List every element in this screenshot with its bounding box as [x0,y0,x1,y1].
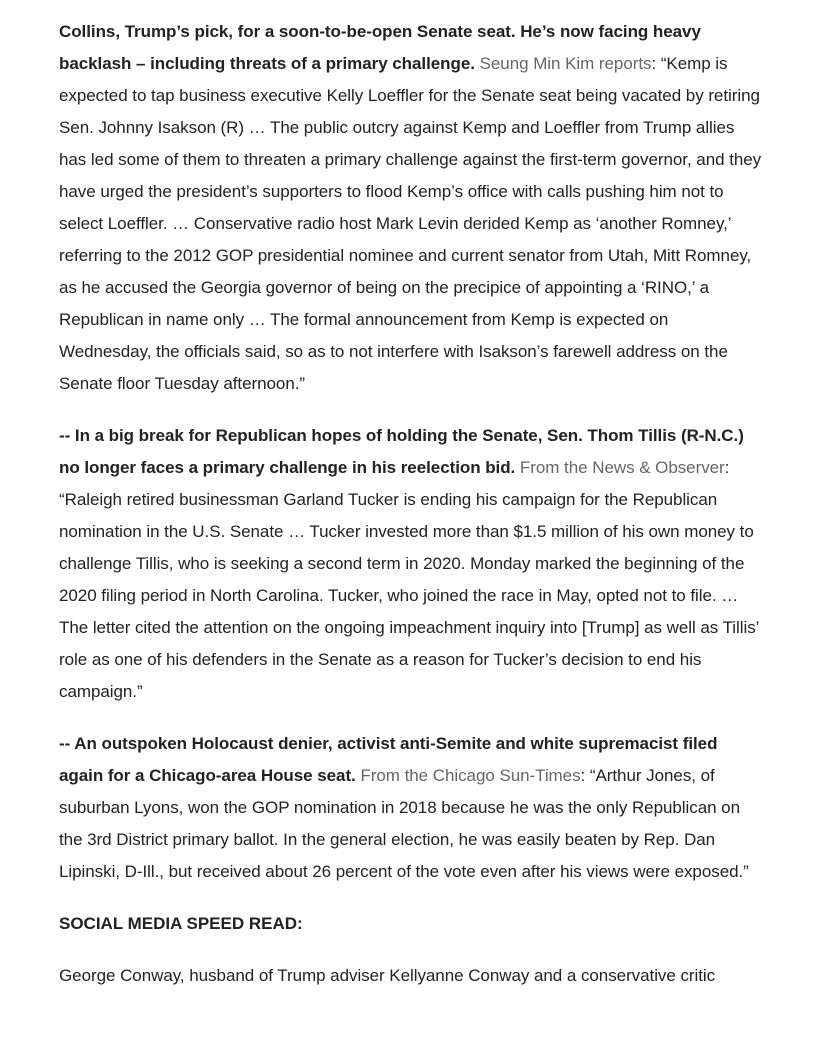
story-body: : “Raleigh retired businessman Garland Tucker is ending his campaign for the Republican nomination in the U.S. Senate … Tucker invested more than $1.5 million of his own money to challenge Tillis, who is seeking a second term in 2020. Monday marked the beginning of the 2020 filing period in North Carolina. Tucker, who joined the race in May, opted not to file. … The letter cited the attention on the ongoing impeachment inquiry into [Trump] as well as Tillis’ role as one of his defenders in the Senate as a reason for Tucker’s decision to end his campaign.” [59,458,759,701]
story-body: : “Kemp is expected to tap business executive Kelly Loeffler for the Senate seat being vacated by retiring Sen. Johnny Isakson (R) … The public outcry against Kemp and Loeffler from Trump allies has led some of them to threaten a primary challenge against the first-term governor, and they have urged the president’s supporters to flood Kemp’s office with calls pushing him not to select Loeffler. … Conservative radio host Mark Levin derided Kemp as ‘another Romney,’ referring to the 2012 GOP presidential nominee and current senator from Utah, Mitt Romney, as he accused the Georgia governor of being on the precipice of appointing a ‘RINO,’ a Republican in name only … The formal announcement from Kemp is expected on Wednesday, the officials said, so as to not interfere with Isakson’s farewell address on the Senate floor Tuesday afternoon.” [59,54,762,393]
closing-paragraph: George Conway, husband of Trump adviser Kellyanne Conway and a conservative critic [59,966,716,985]
source-link-chicago-sun-times[interactable]: From the Chicago Sun-Times [360,766,581,785]
story-lead: Collins, Trump’s pick, for a soon-to-be-open Senate seat. He’s now facing heavy backlash – including threats of a primary challenge. [59,22,701,73]
source-link-news-observer[interactable]: From the News & Observer [519,458,725,477]
source-link-seung-min-kim[interactable]: Seung Min Kim reports [479,54,652,73]
section-heading: SOCIAL MEDIA SPEED READ: [59,914,303,933]
story-lead: -- An outspoken Holocaust denier, activist anti-Semite and white supremacist filed again for a Chicago-area House seat. [59,734,718,785]
story-body: : “Arthur Jones, of suburban Lyons, won the GOP nomination in 2018 because he was the only Republican on the 3rd District primary ballot. In the general election, he was easily beaten by Rep. Dan Lipinski, D-Ill., but received about 26 percent of the vote even after his views were exposed.” [59,766,749,881]
story-lead: -- In a big break for Republican hopes of holding the Senate, Sen. Thom Tillis (R-N.C.) no longer faces a primary challenge in his reelection bid. [59,426,744,477]
story-paragraph-tillis [59,420,764,708]
story-paragraph-kemp [59,16,764,400]
story-paragraph-jones [59,728,764,888]
